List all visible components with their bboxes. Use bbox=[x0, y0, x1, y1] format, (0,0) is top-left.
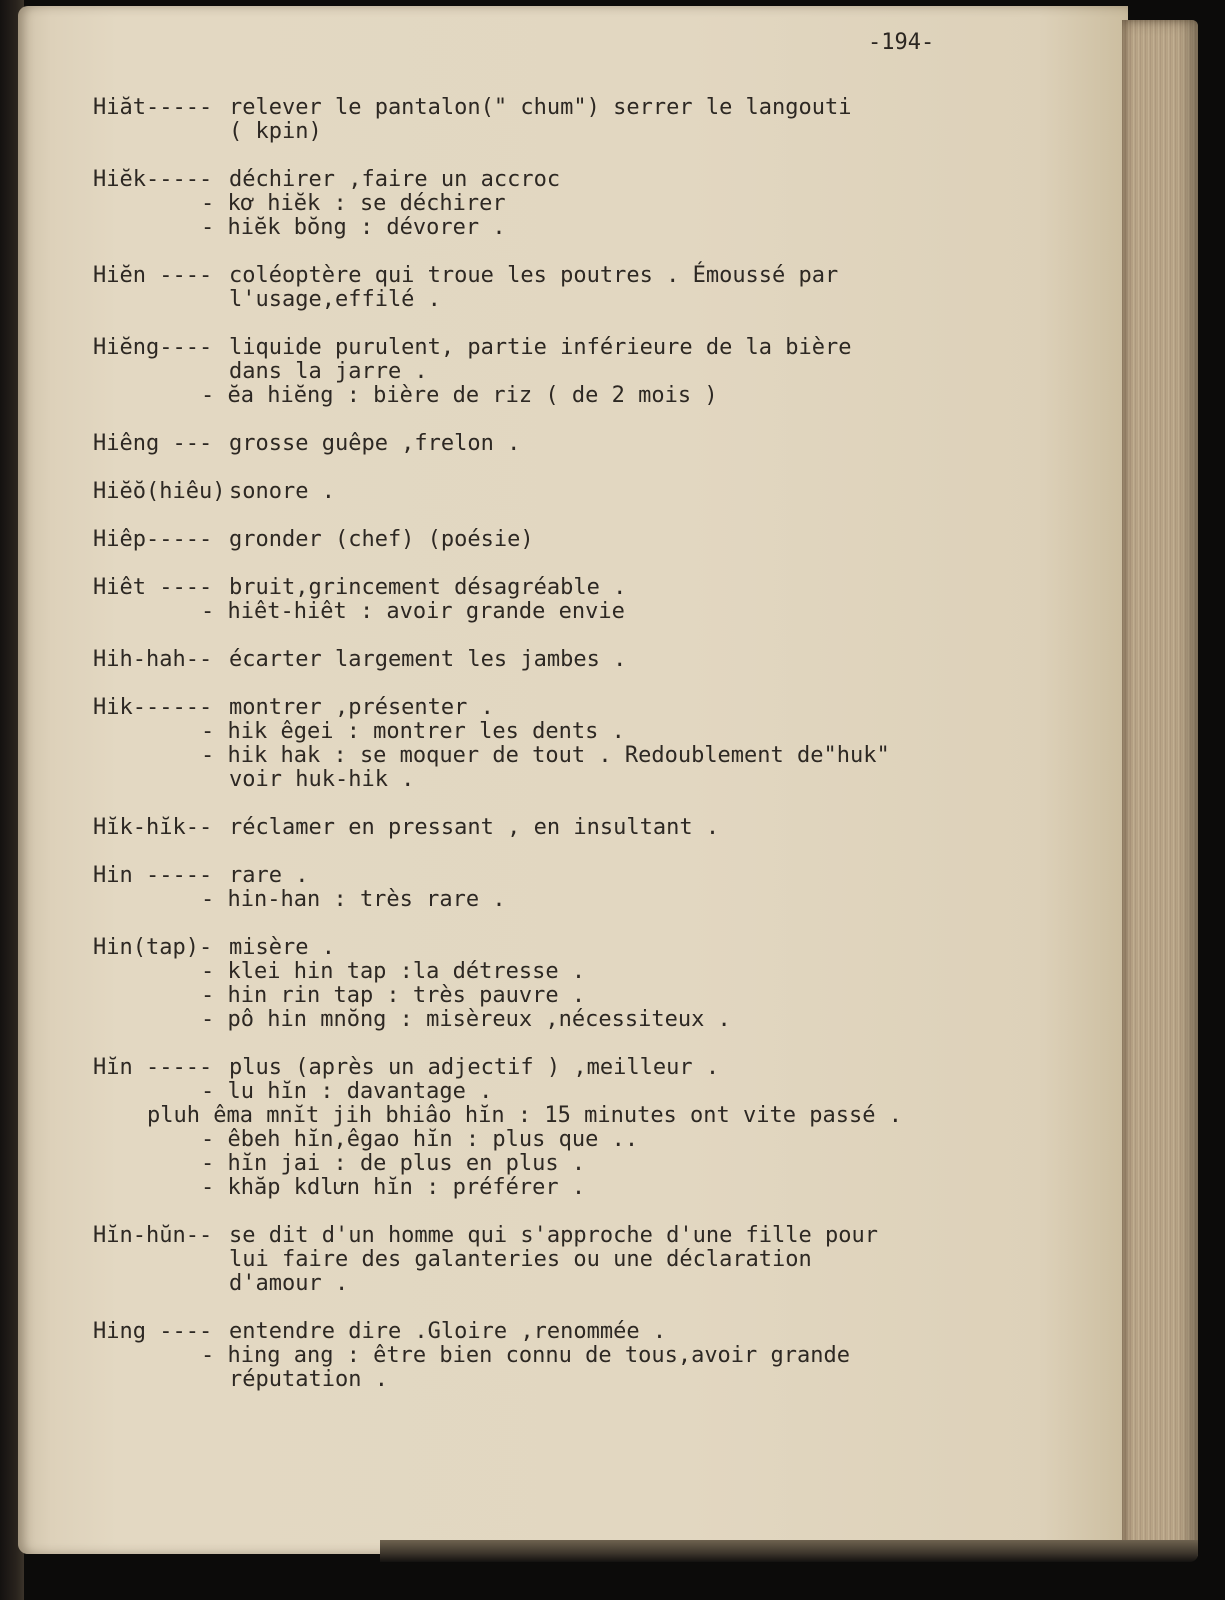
dictionary-entry bbox=[93, 864, 1093, 912]
entry-text: liquide purulent, partie inférieure de la bière bbox=[229, 335, 852, 360]
definition-line bbox=[93, 816, 1093, 840]
entry-text: pluh êma mnĭt jih bhiâo hĭn : 15 minutes ont vite passé . bbox=[147, 1103, 902, 1128]
sub-entry-line bbox=[93, 192, 1093, 216]
entry-text: rare . bbox=[229, 863, 309, 888]
entry-text: - hiêt-hiêt : avoir grande envie bbox=[201, 599, 625, 624]
entry-text: - êbeh hĭn,êgao hĭn : plus que .. bbox=[201, 1127, 639, 1152]
dictionary-entry bbox=[93, 696, 1093, 792]
indent bbox=[93, 744, 201, 768]
dictionary-entry bbox=[93, 96, 1093, 144]
entry-text: - hik êgei : montrer les dents . bbox=[201, 719, 625, 744]
headword: Hĭn-hŭn-- bbox=[93, 1223, 213, 1248]
dictionary-entry bbox=[93, 1320, 1093, 1392]
headword: Hin(tap)- bbox=[93, 935, 213, 960]
entry-text: - hiĕk bŏng : dévorer . bbox=[201, 215, 506, 240]
indent bbox=[93, 1176, 201, 1200]
entry-text: - hĭn jai : de plus en plus . bbox=[201, 1151, 586, 1176]
dictionary-entry bbox=[93, 576, 1093, 624]
definition-line bbox=[93, 864, 1093, 888]
headword-spacer bbox=[93, 360, 229, 384]
entry-text: - hin rin tap : très pauvre . bbox=[201, 983, 586, 1008]
sub-entry-line bbox=[93, 1128, 1093, 1152]
entry-text: - hin-han : très rare . bbox=[201, 887, 506, 912]
indent bbox=[93, 1344, 201, 1368]
headword: Hĭn ----- bbox=[93, 1055, 213, 1080]
headword: Hing ---- bbox=[93, 1319, 213, 1344]
headword: Hĭk-hĭk-- bbox=[93, 815, 213, 840]
page-stack-bottom bbox=[380, 1540, 1198, 1562]
definition-line bbox=[93, 360, 1093, 384]
page-stack-edge bbox=[1122, 20, 1198, 1560]
entry-text: déchirer ,faire un accroc bbox=[229, 167, 561, 192]
headword-spacer bbox=[93, 1272, 229, 1296]
sub-entry-line bbox=[93, 1344, 1093, 1368]
headword-spacer bbox=[93, 288, 229, 312]
entry-text: plus (après un adjectif ) ,meilleur . bbox=[229, 1055, 720, 1080]
entry-text: lui faire des galanteries ou une déclaration bbox=[229, 1247, 812, 1272]
definition-line bbox=[93, 1224, 1093, 1248]
headword: Hiêp----- bbox=[93, 527, 213, 552]
entry-text: - ĕa hiĕng : bière de riz ( de 2 mois ) bbox=[201, 383, 718, 408]
sub-entry-line bbox=[93, 1176, 1093, 1200]
sub-entry-line bbox=[93, 216, 1093, 240]
dictionary-entry bbox=[93, 816, 1093, 840]
indent bbox=[93, 1104, 147, 1128]
definition-line bbox=[93, 120, 1093, 144]
indent bbox=[93, 192, 201, 216]
definition-line bbox=[93, 576, 1093, 600]
dictionary-entries bbox=[93, 96, 1093, 1416]
definition-line bbox=[93, 528, 1093, 552]
indent bbox=[93, 1008, 201, 1032]
definition-line bbox=[93, 288, 1093, 312]
entry-text: réputation . bbox=[229, 1367, 388, 1392]
entry-text: relever le pantalon(" chum") serrer le langouti bbox=[229, 95, 852, 120]
entry-text: voir huk-hik . bbox=[229, 767, 415, 792]
continuation-line bbox=[93, 1368, 1093, 1392]
indent bbox=[93, 1128, 201, 1152]
sub-entry-line bbox=[93, 744, 1093, 768]
headword: Hiĕk----- bbox=[93, 167, 213, 192]
definition-line bbox=[93, 1320, 1093, 1344]
dictionary-entry bbox=[93, 1056, 1093, 1200]
definition-line bbox=[93, 1272, 1093, 1296]
entry-text: écarter largement les jambes . bbox=[229, 647, 627, 672]
headword: Hin ----- bbox=[93, 863, 213, 888]
continuation-line bbox=[93, 768, 1093, 792]
headword: Hiĕn ---- bbox=[93, 263, 213, 288]
indent bbox=[93, 1080, 201, 1104]
sub-entry-line bbox=[93, 720, 1093, 744]
entry-text: montrer ,présenter . bbox=[229, 695, 494, 720]
indent bbox=[93, 1368, 229, 1392]
entry-text: - pô hin mnŏng : misèreux ,nécessiteux . bbox=[201, 1007, 731, 1032]
sub-entry-line bbox=[93, 1080, 1093, 1104]
indent bbox=[93, 600, 201, 624]
entry-text: sonore . bbox=[229, 479, 335, 504]
entry-text: - hing ang : être bien connu de tous,avoir grande bbox=[201, 1343, 851, 1368]
dictionary-entry bbox=[93, 264, 1093, 312]
example-line bbox=[93, 1104, 1093, 1128]
page-number: -194- bbox=[868, 30, 935, 55]
entry-text: coléoptère qui troue les poutres . Émoussé par bbox=[229, 263, 839, 288]
headword: Hiêng --- bbox=[93, 431, 213, 456]
entry-text: ( kpin) bbox=[229, 119, 322, 144]
sub-entry-line bbox=[93, 888, 1093, 912]
headword: Hiăt----- bbox=[93, 95, 213, 120]
sub-entry-line bbox=[93, 984, 1093, 1008]
dictionary-entry bbox=[93, 432, 1093, 456]
indent bbox=[93, 768, 229, 792]
entry-text: - hik hak : se moquer de tout . Redoublement de"huk" bbox=[201, 743, 890, 768]
definition-line bbox=[93, 1056, 1093, 1080]
headword: Hik------ bbox=[93, 695, 213, 720]
definition-line bbox=[93, 696, 1093, 720]
headword-spacer bbox=[93, 1248, 229, 1272]
sub-entry-line bbox=[93, 960, 1093, 984]
entry-text: l'usage,effilé . bbox=[229, 287, 441, 312]
entry-text: - lu hĭn : davantage . bbox=[201, 1079, 493, 1104]
dictionary-entry bbox=[93, 528, 1093, 552]
entry-text: - klei hin tap :la détresse . bbox=[201, 959, 586, 984]
definition-line bbox=[93, 96, 1093, 120]
indent bbox=[93, 888, 201, 912]
definition-line bbox=[93, 264, 1093, 288]
headword: Hiĕŏ(hiêu) bbox=[93, 479, 226, 504]
entry-text: réclamer en pressant , en insultant . bbox=[229, 815, 720, 840]
entry-text: d'amour . bbox=[229, 1271, 349, 1296]
entry-text: misère . bbox=[229, 935, 335, 960]
headword: Hiĕng---- bbox=[93, 335, 213, 360]
sub-entry-line bbox=[93, 1152, 1093, 1176]
definition-line bbox=[93, 648, 1093, 672]
definition-line bbox=[93, 1248, 1093, 1272]
entry-text: dans la jarre . bbox=[229, 359, 428, 384]
dictionary-entry bbox=[93, 1224, 1093, 1296]
headword: Hiêt ---- bbox=[93, 575, 213, 600]
dictionary-entry bbox=[93, 648, 1093, 672]
dictionary-entry bbox=[93, 936, 1093, 1032]
definition-line bbox=[93, 168, 1093, 192]
indent bbox=[93, 720, 201, 744]
entry-text: gronder (chef) (poésie) bbox=[229, 527, 534, 552]
dictionary-entry bbox=[93, 168, 1093, 240]
definition-line bbox=[93, 432, 1093, 456]
entry-text: se dit d'un homme qui s'approche d'une fille pour bbox=[229, 1223, 879, 1248]
sub-entry-line bbox=[93, 600, 1093, 624]
definition-line bbox=[93, 336, 1093, 360]
dictionary-entry bbox=[93, 480, 1093, 504]
indent bbox=[93, 984, 201, 1008]
definition-line bbox=[93, 936, 1093, 960]
sub-entry-line bbox=[93, 1008, 1093, 1032]
indent bbox=[93, 960, 201, 984]
entry-text: entendre dire .Gloire ,renommée . bbox=[229, 1319, 667, 1344]
sub-entry-line bbox=[93, 384, 1093, 408]
dictionary-entry bbox=[93, 336, 1093, 408]
entry-text: - khăp kdlưn hĭn : préférer . bbox=[201, 1175, 586, 1200]
entry-text: grosse guêpe ,frelon . bbox=[229, 431, 521, 456]
headword: Hih-hah-- bbox=[93, 647, 213, 672]
headword-spacer bbox=[93, 120, 229, 144]
entry-text: bruit,grincement désagréable . bbox=[229, 575, 627, 600]
indent bbox=[93, 384, 201, 408]
indent bbox=[93, 216, 201, 240]
indent bbox=[93, 1152, 201, 1176]
definition-line bbox=[93, 480, 1093, 504]
entry-text: - kơ hiĕk : se déchirer bbox=[201, 191, 506, 216]
